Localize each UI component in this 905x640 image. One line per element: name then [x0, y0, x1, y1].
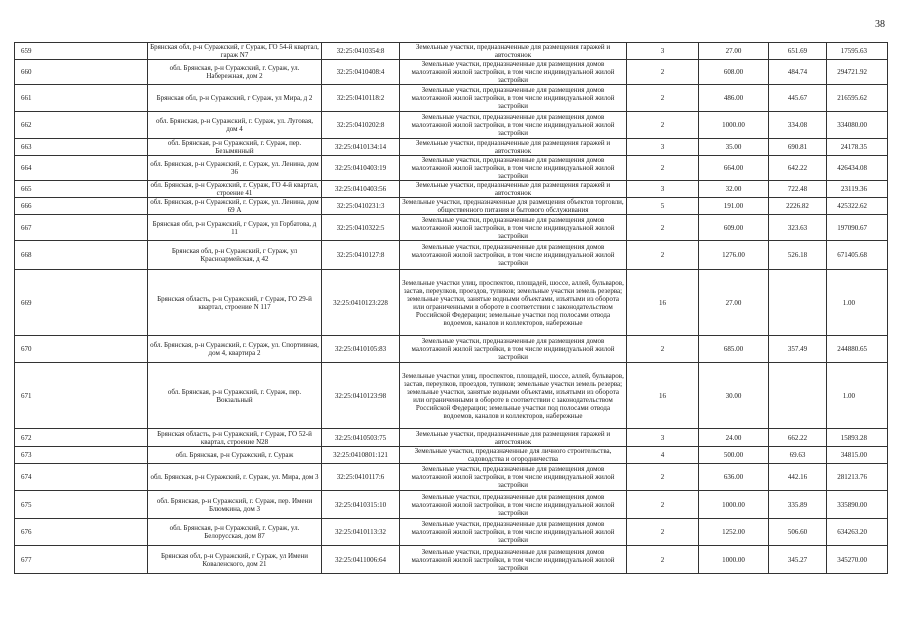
area-cell: 486.00 [699, 85, 769, 112]
cadastral-value-cell: 634263.20 [827, 519, 888, 546]
cadastral-number-cell: 32:25:0410105:83 [322, 336, 400, 363]
row-number-cell: 671 [15, 363, 148, 429]
table-row [15, 363, 888, 429]
address-cell: обл. Брянская, р-н Суражский, г. Сураж [148, 447, 322, 464]
address-cell: обл. Брянская, р-н Суражский, г. Сураж, пер. Безымянный [148, 139, 322, 156]
cadastral-number-cell: 32:25:0410134:14 [322, 139, 400, 156]
cadastral-value-cell: 671405.68 [827, 241, 888, 270]
permitted-use-cell: Земельные участки, предназначенные для размещения домов малоэтажной жилой застройки, в том числе индивидуальной жилой застройки [400, 85, 627, 112]
area-cell: 1276.00 [699, 241, 769, 270]
row-number-cell: 662 [15, 112, 148, 139]
address-cell: Брянская область, р-н Суражский, г Сураж, ГО 29-й квартал, строение N 117 [148, 270, 322, 336]
row-number-cell: 670 [15, 336, 148, 363]
table-body [15, 43, 888, 574]
cadastral-number-cell: 32:25:0410127:8 [322, 241, 400, 270]
cadastral-number-cell: 32:25:0410202:8 [322, 112, 400, 139]
cadastral-number-cell: 32:25:0410408:4 [322, 60, 400, 85]
cadastral-value-cell: 1.00 [827, 363, 888, 429]
table-row [15, 429, 888, 447]
use-group-cell: 2 [627, 112, 699, 139]
unit-price-cell: 526.18 [769, 241, 827, 270]
cadastral-number-cell: 32:25:0410118:2 [322, 85, 400, 112]
row-number-cell: 659 [15, 43, 148, 60]
table-row [15, 270, 888, 336]
permitted-use-cell: Земельные участки, предназначенные для размещения объектов торговли, общественного питания и бытового обслуживания [400, 198, 627, 215]
address-cell: обл. Брянская, р-н Суражский, г. Сураж, ул. Ленина, дом 69 А [148, 198, 322, 215]
cadastral-value-cell: 17595.63 [827, 43, 888, 60]
use-group-cell: 2 [627, 464, 699, 491]
row-number-cell: 661 [15, 85, 148, 112]
table-row [15, 43, 888, 60]
table-row [15, 60, 888, 85]
use-group-cell: 2 [627, 85, 699, 112]
use-group-cell: 2 [627, 241, 699, 270]
permitted-use-cell: Земельные участки, предназначенные для размещения гаражей и автостоянок [400, 429, 627, 447]
address-cell: Брянская область, р-н Суражский, г Сураж, ГО 52-й квартал, строение N28 [148, 429, 322, 447]
permitted-use-cell: Земельные участки, предназначенные для размещения домов малоэтажной жилой застройки, в том числе индивидуальной жилой застройки [400, 241, 627, 270]
permitted-use-cell: Земельные участки улиц, проспектов, площадей, шоссе, аллей, бульваров, застав, переулков, проездов, тупиков; земельные участки земель резерва; земельные участки, занятые водными объектами, изъятыми из оборота или ограниченными в обороте в соответствии с законодательством Российской Федерации; земельные участки под полосами отвода водоемов, каналов и коллекторов, набережные [400, 270, 627, 336]
address-cell: Брянская обл, р-н Суражский, г Сураж, ГО 54-й квартал, гараж N7 [148, 43, 322, 60]
unit-price-cell: 690.81 [769, 139, 827, 156]
use-group-cell: 16 [627, 363, 699, 429]
row-number-cell: 675 [15, 491, 148, 519]
permitted-use-cell: Земельные участки, предназначенные для размещения домов малоэтажной жилой застройки, в том числе индивидуальной жилой застройки [400, 491, 627, 519]
land-registry-table [14, 42, 888, 574]
row-number-cell: 663 [15, 139, 148, 156]
unit-price-cell: 445.67 [769, 85, 827, 112]
use-group-cell: 3 [627, 181, 699, 198]
use-group-cell: 3 [627, 139, 699, 156]
cadastral-value-cell: 24178.35 [827, 139, 888, 156]
cadastral-number-cell: 32:25:0410231:3 [322, 198, 400, 215]
row-number-cell: 667 [15, 215, 148, 241]
use-group-cell: 3 [627, 43, 699, 60]
permitted-use-cell: Земельные участки, предназначенные для размещения домов малоэтажной жилой застройки, в том числе индивидуальной жилой застройки [400, 546, 627, 574]
permitted-use-cell: Земельные участки, предназначенные для размещения домов малоэтажной жилой застройки, в том числе индивидуальной жилой застройки [400, 336, 627, 363]
unit-price-cell [769, 270, 827, 336]
unit-price-cell: 334.08 [769, 112, 827, 139]
cadastral-value-cell: 334080.00 [827, 112, 888, 139]
table-row [15, 241, 888, 270]
permitted-use-cell: Земельные участки, предназначенные для размещения домов малоэтажной жилой застройки, в том числе индивидуальной жилой застройки [400, 464, 627, 491]
row-number-cell: 672 [15, 429, 148, 447]
row-number-cell: 676 [15, 519, 148, 546]
row-number-cell: 673 [15, 447, 148, 464]
cadastral-number-cell: 32:25:0410315:10 [322, 491, 400, 519]
cadastral-value-cell: 335890.00 [827, 491, 888, 519]
address-cell: обл. Брянская, р-н Суражский, г. Сураж, ул. Ленина, дом 36 [148, 156, 322, 181]
cadastral-value-cell: 1.00 [827, 270, 888, 336]
unit-price-cell: 662.22 [769, 429, 827, 447]
cadastral-number-cell: 32:25:0410322:5 [322, 215, 400, 241]
area-cell: 636.00 [699, 464, 769, 491]
unit-price-cell: 69.63 [769, 447, 827, 464]
permitted-use-cell: Земельные участки, предназначенные для размещения домов малоэтажной жилой застройки, в том числе индивидуальной жилой застройки [400, 156, 627, 181]
address-cell: обл. Брянская, р-н Суражский, г. Сураж, ул. Мира, дом 3 [148, 464, 322, 491]
table-row [15, 181, 888, 198]
row-number-cell: 677 [15, 546, 148, 574]
address-cell: обл. Брянская, р-н Суражский, г. Сураж, ул. Спортивная, дом 4, квартира 2 [148, 336, 322, 363]
cadastral-number-cell: 32:25:0410503:75 [322, 429, 400, 447]
area-cell: 1000.00 [699, 112, 769, 139]
area-cell: 1000.00 [699, 491, 769, 519]
row-number-cell: 669 [15, 270, 148, 336]
cadastral-number-cell: 32:25:0411006:64 [322, 546, 400, 574]
area-cell: 1000.00 [699, 546, 769, 574]
table-row [15, 215, 888, 241]
unit-price-cell: 357.49 [769, 336, 827, 363]
row-number-cell: 665 [15, 181, 148, 198]
permitted-use-cell: Земельные участки, предназначенные для размещения домов малоэтажной жилой застройки, в том числе индивидуальной жилой застройки [400, 519, 627, 546]
unit-price-cell: 484.74 [769, 60, 827, 85]
address-cell: обл. Брянская, р-н Суражский, г. Сураж, ГО 4-й квартал, строение 41 [148, 181, 322, 198]
use-group-cell: 2 [627, 156, 699, 181]
cadastral-value-cell: 426434.08 [827, 156, 888, 181]
permitted-use-cell: Земельные участки, предназначенные для личного строительства, садоводства и огородничества [400, 447, 627, 464]
cadastral-value-cell: 345270.00 [827, 546, 888, 574]
area-cell: 191.00 [699, 198, 769, 215]
use-group-cell: 2 [627, 519, 699, 546]
permitted-use-cell: Земельные участки, предназначенные для размещения домов малоэтажной жилой застройки, в том числе индивидуальной жилой застройки [400, 60, 627, 85]
address-cell: обл. Брянская, р-н Суражский, г. Сураж, пер. Вокзальный [148, 363, 322, 429]
use-group-cell: 2 [627, 215, 699, 241]
page-number: 38 [875, 19, 885, 30]
unit-price-cell: 335.89 [769, 491, 827, 519]
row-number-cell: 674 [15, 464, 148, 491]
cadastral-value-cell: 23119.36 [827, 181, 888, 198]
use-group-cell: 16 [627, 270, 699, 336]
area-cell: 500.00 [699, 447, 769, 464]
table-row [15, 519, 888, 546]
permitted-use-cell: Земельные участки улиц, проспектов, площадей, шоссе, аллей, бульваров, застав, переулков, проездов, тупиков; земельные участки земель резерва; земельные участки, занятые водными объектами, изъятыми из оборота или ограниченными в обороте в соответствии с законодательством Российской Федерации; земельные участки под полосами отвода водоемов, каналов и коллекторов, набережные [400, 363, 627, 429]
cadastral-value-cell: 425322.62 [827, 198, 888, 215]
cadastral-value-cell: 244880.65 [827, 336, 888, 363]
cadastral-value-cell: 34815.00 [827, 447, 888, 464]
table-row [15, 156, 888, 181]
unit-price-cell: 323.63 [769, 215, 827, 241]
table-row [15, 336, 888, 363]
unit-price-cell: 345.27 [769, 546, 827, 574]
use-group-cell: 4 [627, 447, 699, 464]
cadastral-value-cell: 216595.62 [827, 85, 888, 112]
area-cell: 30.00 [699, 363, 769, 429]
area-cell: 27.00 [699, 43, 769, 60]
table-row [15, 464, 888, 491]
cadastral-value-cell: 15893.28 [827, 429, 888, 447]
address-cell: обл. Брянская, р-н Суражский, г. Сураж, ул. Набережная, дом 2 [148, 60, 322, 85]
row-number-cell: 660 [15, 60, 148, 85]
address-cell: обл. Брянская, р-н Суражский, г. Сураж, ул. Белорусская, дом 87 [148, 519, 322, 546]
area-cell: 609.00 [699, 215, 769, 241]
address-cell: Брянская обл, р-н Суражский, г Сураж, ул Красноармейская, д 42 [148, 241, 322, 270]
area-cell: 685.00 [699, 336, 769, 363]
cadastral-number-cell: 32:25:0410113:32 [322, 519, 400, 546]
table-row [15, 198, 888, 215]
unit-price-cell: 442.16 [769, 464, 827, 491]
use-group-cell: 2 [627, 491, 699, 519]
area-cell: 608.00 [699, 60, 769, 85]
area-cell: 24.00 [699, 429, 769, 447]
cadastral-value-cell: 197090.67 [827, 215, 888, 241]
row-number-cell: 668 [15, 241, 148, 270]
table-row [15, 112, 888, 139]
use-group-cell: 5 [627, 198, 699, 215]
use-group-cell: 3 [627, 429, 699, 447]
cadastral-value-cell: 294721.92 [827, 60, 888, 85]
permitted-use-cell: Земельные участки, предназначенные для размещения домов малоэтажной жилой застройки, в том числе индивидуальной жилой застройки [400, 215, 627, 241]
unit-price-cell: 642.22 [769, 156, 827, 181]
cadastral-number-cell: 32:25:0410123:98 [322, 363, 400, 429]
unit-price-cell: 2226.82 [769, 198, 827, 215]
table-row [15, 491, 888, 519]
permitted-use-cell: Земельные участки, предназначенные для размещения гаражей и автостоянок [400, 43, 627, 60]
address-cell: обл. Брянская, р-н Суражский, г. Сураж, пер. Имени Блюмкина, дом 3 [148, 491, 322, 519]
area-cell: 32.00 [699, 181, 769, 198]
cadastral-number-cell: 32:25:0410403:56 [322, 181, 400, 198]
cadastral-number-cell: 32:25:0410117:6 [322, 464, 400, 491]
cadastral-number-cell: 32:25:0410403:19 [322, 156, 400, 181]
area-cell: 1252.00 [699, 519, 769, 546]
table-row [15, 85, 888, 112]
address-cell: Брянская обл, р-н Суражский, г Сураж, ул Горбатова, д 11 [148, 215, 322, 241]
table-row [15, 447, 888, 464]
table-row [15, 139, 888, 156]
cadastral-number-cell: 32:25:0410801:121 [322, 447, 400, 464]
area-cell: 664.00 [699, 156, 769, 181]
address-cell: Брянская обл, р-н Суражский, г Сураж, ул Имени Коваленского, дом 21 [148, 546, 322, 574]
unit-price-cell [769, 363, 827, 429]
cadastral-number-cell: 32:25:0410123:228 [322, 270, 400, 336]
row-number-cell: 664 [15, 156, 148, 181]
cadastral-value-cell: 281213.76 [827, 464, 888, 491]
unit-price-cell: 506.60 [769, 519, 827, 546]
permitted-use-cell: Земельные участки, предназначенные для размещения домов малоэтажной жилой застройки, в том числе индивидуальной жилой застройки [400, 112, 627, 139]
table-row [15, 546, 888, 574]
cadastral-number-cell: 32:25:0410354:8 [322, 43, 400, 60]
area-cell: 27.00 [699, 270, 769, 336]
unit-price-cell: 651.69 [769, 43, 827, 60]
use-group-cell: 2 [627, 60, 699, 85]
row-number-cell: 666 [15, 198, 148, 215]
area-cell: 35.00 [699, 139, 769, 156]
permitted-use-cell: Земельные участки, предназначенные для размещения гаражей и автостоянок [400, 139, 627, 156]
address-cell: Брянская обл, р-н Суражский, г Сураж, ул Мира, д 2 [148, 85, 322, 112]
address-cell: обл. Брянская, р-н Суражский, г. Сураж, ул. Луговая, дом 4 [148, 112, 322, 139]
use-group-cell: 2 [627, 336, 699, 363]
unit-price-cell: 722.48 [769, 181, 827, 198]
permitted-use-cell: Земельные участки, предназначенные для размещения гаражей и автостоянок [400, 181, 627, 198]
use-group-cell: 2 [627, 546, 699, 574]
